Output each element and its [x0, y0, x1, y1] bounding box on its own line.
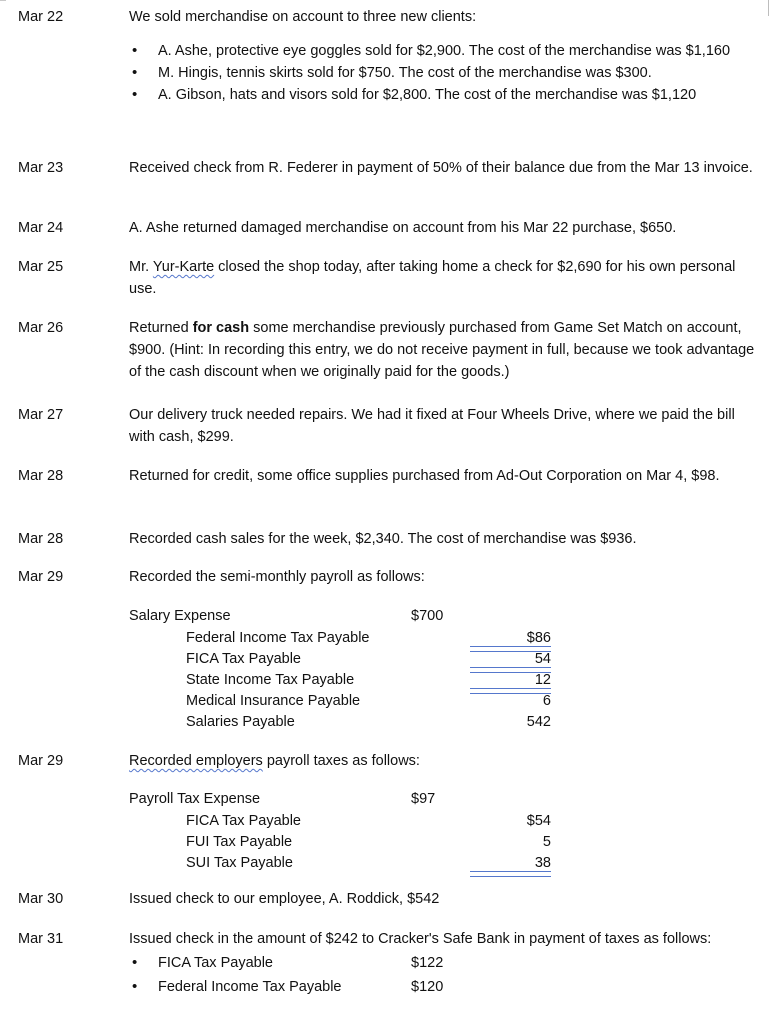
- entry-text: A. Ashe returned damaged merchandise on account from his Mar 22 purchase, $650.: [129, 220, 677, 236]
- account-name: SUI Tax Payable: [186, 855, 293, 871]
- bold-text: for cash: [192, 320, 250, 336]
- double-rule: [470, 871, 551, 877]
- entry-text: Recorded the semi-monthly payroll as follows:: [129, 569, 425, 585]
- credit-amount: 5: [542, 834, 551, 850]
- entry-text: [129, 256, 759, 300]
- account-name: Payroll Tax Expense: [129, 791, 261, 807]
- list-item: • A. Ashe, protective eye goggles sold for $2,900. The cost of the merchandise was $1,160: [129, 40, 759, 62]
- tax-amount: $120: [411, 979, 444, 995]
- text-run: Returned: [129, 320, 193, 336]
- entry-text: Returned for credit, some office supplies purchased from Ad-Out Corporation on Mar 4, $98.: [129, 468, 720, 484]
- tax-amount: $122: [411, 955, 444, 971]
- page-corner-mark: [0, 0, 6, 1]
- account-name: FICA Tax Payable: [186, 651, 301, 667]
- list-item: • M. Hingis, tennis skirts sold for $750. The cost of the merchandise was $300.: [129, 62, 759, 84]
- account-name: State Income Tax Payable: [186, 672, 355, 688]
- credit-amount: 38: [534, 855, 551, 871]
- spelling-flagged-word: Recorded employers: [129, 753, 263, 769]
- entry-date: Mar 29: [18, 569, 64, 585]
- credit-amount: 6: [542, 693, 551, 709]
- text-run: payroll taxes as follows:: [262, 753, 420, 769]
- entry-date: Mar 26: [18, 320, 64, 336]
- entry-date: Mar 22: [18, 9, 64, 25]
- text-run: Mr.: [129, 259, 153, 275]
- account-name: Salaries Payable: [186, 714, 295, 730]
- list-item: [129, 952, 759, 974]
- tax-label: FICA Tax Payable: [158, 955, 273, 971]
- entry-date: Mar 29: [18, 753, 64, 769]
- entry-date: Mar 28: [18, 468, 64, 484]
- entry-text: Issued check to our employee, A. Roddick, $542: [129, 891, 440, 907]
- entry-text: Received check from R. Federer in payment of 50% of their balance due from the Mar 13 invoice.: [129, 160, 753, 176]
- entry-text: Recorded cash sales for the week, $2,340. The cost of merchandise was $936.: [129, 531, 637, 547]
- entry-date: Mar 27: [18, 407, 64, 423]
- spelling-flagged-word: Yur-Karte: [152, 259, 215, 275]
- account-name: Medical Insurance Payable: [186, 693, 361, 709]
- entry-date: Mar 24: [18, 220, 64, 236]
- list-item: • A. Gibson, hats and visors sold for $2,800. The cost of the merchandise was $1,120: [129, 84, 759, 106]
- credit-amount: 54: [534, 651, 551, 667]
- credit-amount: 12: [534, 672, 551, 688]
- entry-text: [129, 750, 759, 772]
- page-edge-mark: [768, 0, 769, 16]
- credit-amount: 542: [526, 714, 551, 730]
- list-item: [129, 976, 759, 998]
- credit-amount: $54: [526, 813, 551, 829]
- tax-list: [129, 952, 759, 998]
- sale-list: [129, 40, 759, 106]
- entry-date: Mar 25: [18, 259, 64, 275]
- debit-amount: $97: [411, 791, 436, 807]
- account-name: Federal Income Tax Payable: [186, 630, 370, 646]
- entry-text: [129, 317, 759, 383]
- credit-amount: $86: [526, 630, 551, 646]
- entry-date: Mar 31: [18, 931, 64, 947]
- text-run: some merchandise previously purchased from Game Set Match on account, $900. (Hint: In recording this entry, we do not receive payment in full, because we took advantage of the cash discount when we originally paid for the goods.): [129, 320, 755, 380]
- entry-date: Mar 23: [18, 160, 64, 176]
- debit-amount: $700: [411, 608, 444, 624]
- entry-text: We sold merchandise on account to three new clients:: [129, 9, 477, 25]
- entry-text: Issued check in the amount of $242 to Cracker's Safe Bank in payment of taxes as follows:: [129, 931, 712, 947]
- tax-label: Federal Income Tax Payable: [158, 979, 342, 995]
- text-run: closed the shop today, after taking home a check for $2,690 for his own personal use.: [129, 259, 736, 297]
- account-name: FICA Tax Payable: [186, 813, 301, 829]
- entry-date: Mar 28: [18, 531, 64, 547]
- entry-text: Our delivery truck needed repairs. We had it fixed at Four Wheels Drive, where we paid the bill with cash, $299.: [129, 407, 735, 445]
- account-name: FUI Tax Payable: [186, 834, 293, 850]
- entry-date: Mar 30: [18, 891, 64, 907]
- account-name: Salary Expense: [129, 608, 231, 624]
